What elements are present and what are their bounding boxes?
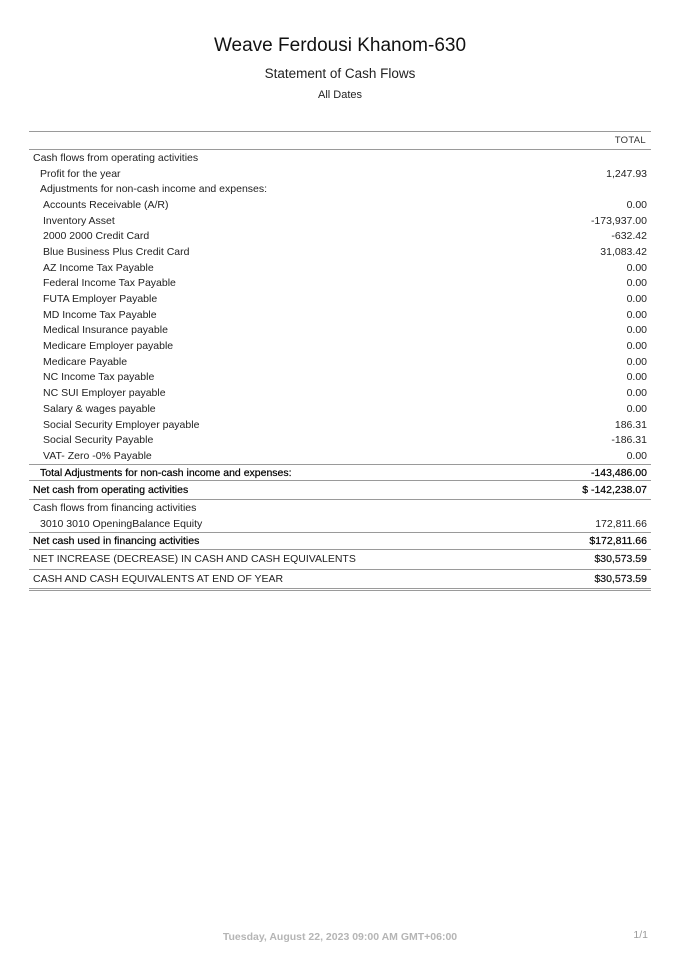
table-row [29,244,651,260]
row-label: Cash flows from financing activities [33,502,197,515]
row-label: Medicare Payable [43,355,128,368]
table-row [29,499,651,516]
row-label: Federal Income Tax Payable [43,277,176,290]
row-label: Total Adjustments for non-cash income and expenses: [40,466,292,479]
table-row [29,354,651,370]
row-amount: 0.00 [626,387,647,400]
row-amount: -143,486.00 [590,466,647,479]
row-label: Accounts Receivable (A/R) [43,198,169,211]
row-label: Inventory Asset [43,214,115,227]
row-label: CASH AND CASH EQUIVALENTS AT END OF YEAR [33,572,284,585]
table-row [29,323,651,339]
table-row [29,213,651,229]
row-label: Adjustments for non-cash income and expenses: [40,183,268,196]
table-row [29,370,651,386]
table-row [29,417,651,433]
table-row [29,276,651,292]
row-label: 3010 3010 OpeningBalance Equity [40,517,203,530]
table-row [29,338,651,354]
row-amount: -186.31 [611,434,647,447]
table-row [29,228,651,244]
net-increase-row [29,549,651,569]
table-row [29,307,651,323]
row-amount: 0.00 [626,277,647,290]
row-label: FUTA Employer Payable [43,293,158,306]
table-row [29,166,651,182]
row-amount: $ -142,238.07 [582,484,647,497]
row-amount: $30,573.59 [594,572,647,585]
table-row [29,516,651,532]
column-header-total: TOTAL [29,131,651,150]
company-name: Weave Ferdousi Khanom-630 [213,35,467,56]
table-row [29,432,651,448]
table-row [29,448,651,464]
report-period: All Dates [317,89,363,101]
ending-cash-row [29,569,651,591]
subtotal-row [29,464,651,481]
row-amount: 0.00 [626,261,647,274]
cash-flow-table [29,131,651,591]
table-row [29,181,651,197]
row-amount: 0.00 [626,293,647,306]
row-label: VAT- Zero -0% Payable [43,449,152,462]
table-row [29,260,651,276]
row-label: NC SUI Employer payable [43,387,166,400]
table-row [29,150,651,166]
row-amount: $30,573.59 [594,553,647,565]
row-amount: 0.00 [626,308,647,321]
row-label: NC Income Tax payable [43,371,155,384]
row-label: Medicare Employer payable [43,340,174,353]
row-label: Social Security Payable [43,434,154,447]
row-amount: 0.00 [626,355,647,368]
row-amount: 31,083.42 [600,245,647,258]
row-amount: 0.00 [626,371,647,384]
row-amount: 0.00 [626,449,647,462]
row-label: Cash flows from operating activities [33,151,199,164]
table-row [29,385,651,401]
row-amount: $172,811.66 [589,534,647,547]
row-label: Net cash used in financing activities [33,534,200,547]
row-label: AZ Income Tax Payable [43,261,154,274]
total-row [29,532,651,549]
table-row [29,291,651,307]
table-row [29,401,651,417]
row-label: MD Income Tax Payable [43,308,157,321]
table-row [29,197,651,213]
row-amount: 172,811.66 [595,517,647,530]
row-amount: -173,937.00 [590,214,647,227]
row-amount: 0.00 [626,340,647,353]
row-label: Salary & wages payable [43,402,156,415]
row-label: Profit for the year [40,167,121,180]
row-label: Social Security Employer payable [43,418,200,431]
report-title: Statement of Cash Flows [264,66,416,81]
row-label: Medical Insurance payable [43,324,168,337]
row-amount: 0.00 [626,402,647,415]
row-label: Blue Business Plus Credit Card [43,245,190,258]
row-amount: 186.31 [614,418,647,431]
row-label: NET INCREASE (DECREASE) IN CASH AND CASH EQUIVALENTS [33,553,356,565]
row-amount: 1,247.93 [606,167,647,180]
total-row [29,480,651,499]
row-label: 2000 2000 Credit Card [43,230,150,243]
row-amount: -632.42 [611,230,647,243]
row-amount: 0.00 [626,198,647,211]
footer-timestamp: Tuesday, August 22, 2023 09:00 AM GMT+06:00 [222,931,458,943]
row-label: Net cash from operating activities [33,484,189,497]
row-amount: 0.00 [626,324,647,337]
footer-page-number: 1/1 [633,929,648,941]
